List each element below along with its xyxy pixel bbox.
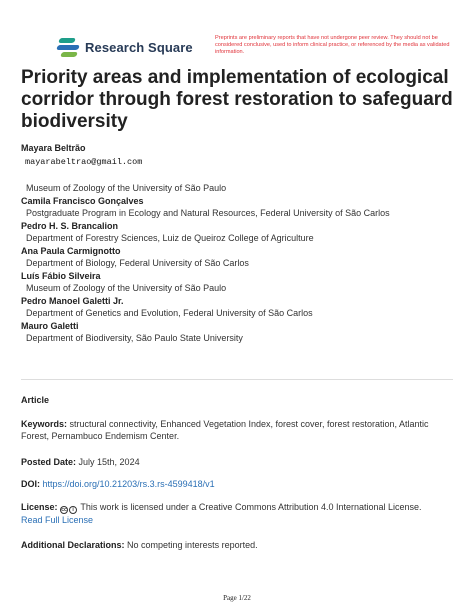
author-affiliation: Department of Forestry Sciences, Luiz de Queiroz College of Agriculture — [26, 233, 314, 243]
license-section — [21, 501, 451, 526]
author-affiliation: Museum of Zoology of the University of São Paulo — [26, 183, 227, 193]
author-name: Pedro H. S. Brancalion — [21, 221, 119, 231]
brand-name: Research Square — [85, 39, 193, 55]
license-label: License: — [21, 502, 58, 512]
page-number: Page 1/22 — [223, 594, 251, 602]
doi-label: DOI: — [21, 479, 40, 489]
author-name: Mauro Galetti — [21, 321, 79, 331]
section-divider — [21, 379, 453, 380]
keywords-section — [21, 418, 451, 442]
attribution-icon: i — [69, 506, 77, 514]
author-affiliation: Department of Biology, Federal University of São Carlos — [26, 258, 249, 268]
posted-date-value: July 15th, 2024 — [78, 457, 140, 467]
research-square-logo-icon — [57, 37, 79, 57]
author-name: Pedro Manoel Galetti Jr. — [21, 296, 124, 306]
author-name: Mayara Beltrão — [21, 143, 86, 153]
author-affiliation: Department of Genetics and Evolution, Federal University of São Carlos — [26, 308, 313, 318]
author-name: Ana Paula Carmignotto — [21, 246, 121, 256]
posted-date-section — [21, 456, 451, 468]
author-affiliation: Department of Biodiversity, São Paulo State University — [26, 333, 243, 343]
creative-commons-icon: cc — [61, 507, 67, 513]
preprint-disclaimer: Preprints are preliminary reports that have not undergone peer review. They should not be considered conclusive, used to inform clinical practice, or referenced by the media as validated information. — [215, 35, 450, 56]
license-text: This work is licensed under a Creative Commons Attribution 4.0 International License. — [80, 502, 422, 512]
posted-date-label: Posted Date: — [21, 457, 77, 467]
author-affiliation: Museum of Zoology of the University of São Paulo — [26, 283, 227, 293]
author-name: Luís Fábio Silveira — [21, 271, 101, 281]
keywords-label: Keywords: — [21, 419, 68, 429]
author-name: Camila Francisco Gonçalves — [21, 196, 144, 206]
author-affiliation: Postgraduate Program in Ecology and Natural Resources, Federal University of São Carlos — [26, 208, 390, 218]
paper-title: Priority areas and implementation of ecological corridor through forest restoration to safeguard biodiversity — [21, 67, 453, 132]
declarations-section — [21, 539, 451, 551]
page-header — [0, 0, 474, 62]
declarations-label: Additional Declarations: — [21, 540, 125, 550]
doi-section — [21, 478, 451, 490]
research-square-logo[interactable] — [57, 37, 193, 57]
doi-link[interactable]: https://doi.org/10.21203/rs.3.rs-4599418/v1 — [42, 479, 215, 489]
keywords-value: structural connectivity, Enhanced Vegetation Index, forest cover, forest restoration, Atlantic Forest, Pernambuco Endemism Center. — [21, 419, 429, 441]
article-type: Article — [21, 395, 50, 405]
declarations-value: No competing interests reported. — [127, 540, 258, 550]
author-email[interactable]: mayarabeltrao@gmail.com — [25, 157, 143, 167]
read-full-license-link[interactable]: Read Full License — [21, 515, 94, 525]
author-list — [21, 142, 461, 345]
